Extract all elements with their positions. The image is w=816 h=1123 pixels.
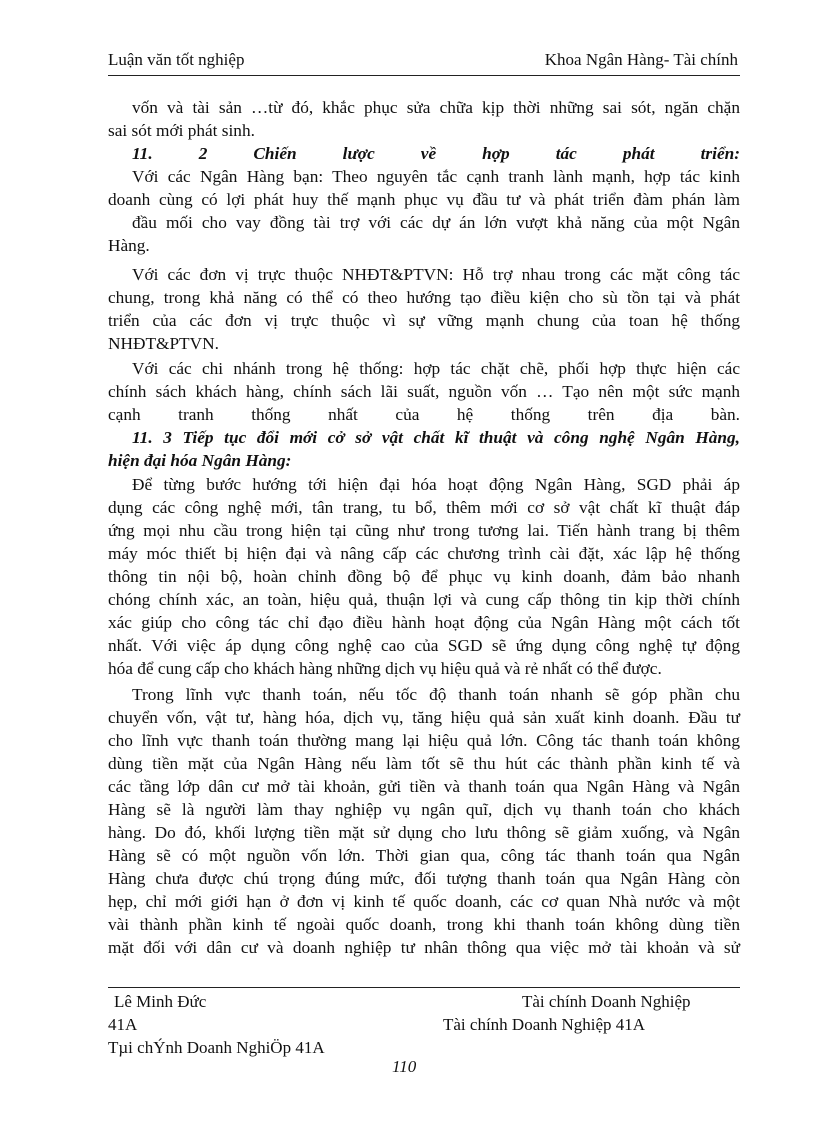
text-line: hẹp, chỉ mới giới hạn ở đơn vị kinh tế quốc doanh, các cơ quan Nhà nước và một [108,892,740,911]
text-line: hóa để cung cấp cho khách hàng những dịch vụ hiệu quả và rẻ nhất có thể được. [108,659,662,678]
header-rule [108,75,740,76]
text-line: sai sót mới phát sinh. [108,121,255,140]
text-line: Với các chi nhánh trong hệ thống: hợp tác chặt chẽ, phối hợp thực hiện các [132,359,740,378]
text-line: chung, trong khả năng có thể có theo hướng tạo điều kiện cho sù tồn tại và phát [108,288,740,307]
text-line: dụng các công nghệ mới, tân trang, tu bổ, thêm mới cơ sở vật chất kĩ thuật đáp [108,498,740,517]
text-line: Hàng sẽ là người làm thay nghiệp vụ ngân quĩ, dịch vụ thanh toán cho khách [108,800,740,819]
text-line: ứng mọi nhu cầu trong hiện tại cũng như trong tương lai. Tiến hành trang bị thêm [108,521,740,540]
text-line: NHĐT&PTVN. [108,334,219,353]
footer-rule [108,987,740,988]
text-line: mặt đối với dân cư và doanh nghiệp tư nhân thông qua việc mở tài khoản và sử [108,938,740,957]
header-right: Khoa Ngân Hàng- Tài chính [544,50,738,69]
text-line: Hàng chưa được chú trọng đúng mức, đối tượng thanh toán qua Ngân Hàng còn [108,869,740,888]
text-line: cạnh tranh thống nhất của hệ thống trên địa bàn. [108,405,740,424]
text-line: chóng chính xác, an toàn, hiệu quả, thuận lợi và cung cấp thông tin kịp thời chính [108,590,740,609]
section-heading: 11. 2 Chiến lược về hợp tác phát triển: [132,144,740,163]
section-heading: 11. 3 Tiếp tục đổi mới cở sở vật chất kĩ thuật và công nghệ Ngân Hàng, [132,428,740,447]
text-line: chuyển vốn, vật tư, hàng hóa, dịch vụ, tăng hiệu quả sản xuất kinh doanh. Đầu tư [108,708,740,727]
text-line: Với các Ngân Hàng bạn: Theo nguyên tắc cạnh tranh lành mạnh, hợp tác kinh [132,167,740,186]
text-line: cho lĩnh vực thanh toán thường mang lại hiệu quả lớn. Công tác thanh toán không [108,731,740,750]
text-line: Để từng bước hướng tới hiện đại hóa hoạt động Ngân Hàng, SGD phải áp [132,475,740,494]
text-line: vốn và tài sản …từ đó, khắc phục sửa chữa kịp thời những sai sót, ngăn chặn [132,98,740,117]
text-line: thông tin nội bộ, hoàn chỉnh đồng bộ để phục vụ kinh doanh, đảm bảo nhanh [108,567,740,586]
footer-garbled-text: Tµi chÝnh Doanh NghiÖp 41A [108,1038,325,1057]
text-line: triển của các đơn vị trực thuộc vì sự vững mạnh chung của toan hệ thống [108,311,740,330]
text-line: Hàng. [108,236,150,255]
text-line: vài thành phần kinh tế ngoài quốc doanh, trong khi thanh toán không dùng tiền [108,915,740,934]
footer-department: Tài chính Doanh Nghiệp [522,992,691,1011]
text-line: đầu mối cho vay đồng tài trợ với các dự án lớn vượt khả năng của một Ngân [132,213,740,232]
text-line: hàng. Do đó, khối lượng tiền mặt sử dụng cho lưu thông sẽ giảm xuống, và Ngân [108,823,740,842]
footer-class-code: 41A [108,1015,138,1034]
section-heading: hiện đại hóa Ngân Hàng: [108,451,292,470]
footer-author: Lê Minh Đức [114,992,207,1011]
text-line: Hàng sẽ có một nguồn vốn lớn. Thời gian qua, công tác thanh toán qua Ngân [108,846,740,865]
header-left: Luận văn tốt nghiệp [108,50,245,69]
text-line: nhất. Với việc áp dụng công nghệ cao của SGD sẽ ứng dụng công nghệ tự động [108,636,740,655]
text-line: doanh cùng có lợi phát huy thế mạnh phục vụ đầu tư và phát triển đàm phán làm [108,190,740,209]
page-number: 110 [392,1057,417,1076]
text-line: máy móc thiết bị hiện đại và nâng cấp các chương trình cài đặt, xác lập hệ thống [108,544,740,563]
text-line: Với các đơn vị trực thuộc NHĐT&PTVN: Hỗ trợ nhau trong các mặt công tác [132,265,740,284]
text-line: chính sách khách hàng, chính sách lãi suất, nguồn vốn … Tạo nên một sức mạnh [108,382,740,401]
text-line: Trong lĩnh vực thanh toán, nếu tốc độ thanh toán nhanh sẽ góp phần chu [132,685,740,704]
footer-department-class: Tài chính Doanh Nghiệp 41A [443,1015,646,1034]
text-line: dùng tiền mặt của Ngân Hàng nếu làm tốt sẽ thu hút các thành phần kinh tế và [108,754,740,773]
text-line: các tầng lớp dân cư mở tài khoản, gửi tiền và thanh toán qua Ngân Hàng và Ngân [108,777,740,796]
text-line: xác giúp cho công tác chỉ đạo điều hành hoạt động của Ngân Hàng một cách tốt [108,613,740,632]
